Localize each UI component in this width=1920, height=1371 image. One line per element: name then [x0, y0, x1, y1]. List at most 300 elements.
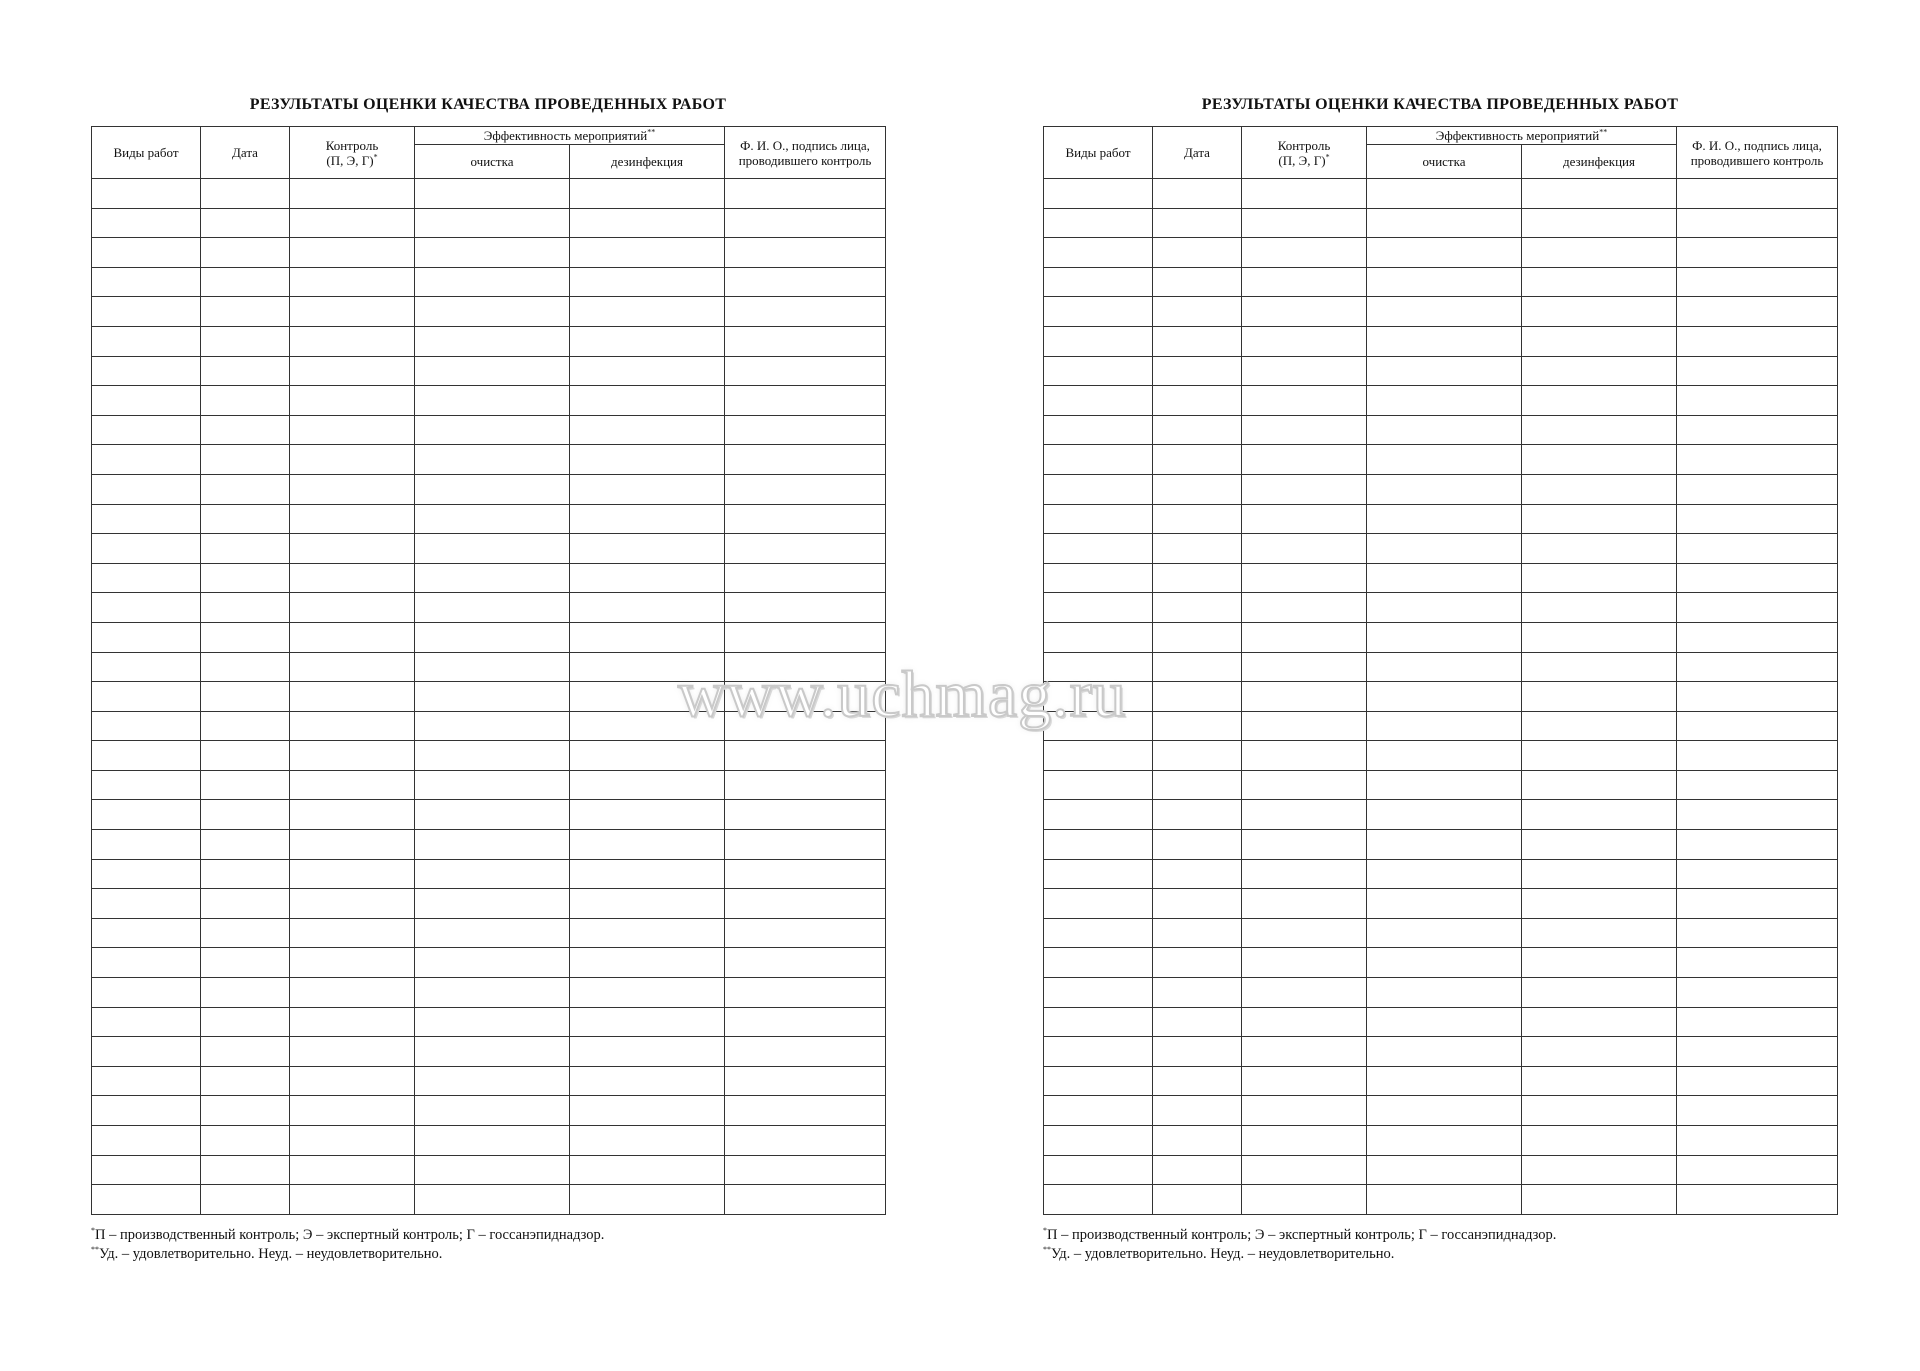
table-cell	[415, 652, 570, 682]
table-cell	[290, 208, 415, 238]
table-row	[92, 179, 886, 209]
table-cell	[92, 1155, 201, 1185]
table-cell	[1044, 238, 1153, 268]
table-cell	[201, 918, 290, 948]
table-cell	[725, 652, 886, 682]
table-row	[1044, 1126, 1838, 1156]
table-cell	[1242, 1037, 1367, 1067]
table-cell	[92, 859, 201, 889]
table-cell	[290, 238, 415, 268]
table-cell	[290, 652, 415, 682]
table-cell	[570, 179, 725, 209]
table-cell	[415, 445, 570, 475]
table-cell	[725, 593, 886, 623]
table-row	[92, 504, 886, 534]
table-cell	[1044, 830, 1153, 860]
table-cell	[1153, 622, 1242, 652]
table-cell	[415, 830, 570, 860]
table-cell	[290, 326, 415, 356]
table-cell	[1153, 356, 1242, 386]
table-cell	[415, 208, 570, 238]
table-cell	[1522, 711, 1677, 741]
table-row	[92, 474, 886, 504]
header-control: Контроль (П, Э, Г)*	[1242, 127, 1367, 179]
table-cell	[415, 682, 570, 712]
table-cell	[1367, 179, 1522, 209]
table-cell	[1044, 179, 1153, 209]
table-cell	[290, 1126, 415, 1156]
table-cell	[201, 445, 290, 475]
table-cell	[290, 770, 415, 800]
table-cell	[1522, 208, 1677, 238]
table-cell	[725, 386, 886, 416]
table-cell	[201, 297, 290, 327]
table-cell	[1044, 386, 1153, 416]
table-cell	[1367, 445, 1522, 475]
table-cell	[201, 741, 290, 771]
table-cell	[1242, 179, 1367, 209]
table-row	[1044, 1007, 1838, 1037]
table-row	[92, 711, 886, 741]
table-cell	[415, 415, 570, 445]
table-cell	[1367, 356, 1522, 386]
table-cell	[1242, 563, 1367, 593]
table-cell	[92, 1066, 201, 1096]
table-row	[92, 1155, 886, 1185]
table-row	[1044, 238, 1838, 268]
table-cell	[415, 1126, 570, 1156]
footnotes	[91, 1226, 604, 1264]
table-cell	[1044, 859, 1153, 889]
table-cell	[1367, 208, 1522, 238]
table-row	[92, 682, 886, 712]
table-cell	[725, 208, 886, 238]
table-cell	[1044, 208, 1153, 238]
table-cell	[1522, 918, 1677, 948]
footnotes	[1043, 1226, 1556, 1264]
table-cell	[725, 682, 886, 712]
table-cell	[725, 179, 886, 209]
table-cell	[201, 1126, 290, 1156]
table-cell	[1044, 1185, 1153, 1215]
table-cell	[1677, 356, 1838, 386]
table-cell	[570, 622, 725, 652]
table-cell	[1677, 889, 1838, 919]
table-cell	[1367, 918, 1522, 948]
table-cell	[1242, 1096, 1367, 1126]
table-cell	[1153, 741, 1242, 771]
table-cell	[1367, 474, 1522, 504]
table-cell	[415, 386, 570, 416]
header-work-types: Виды работ	[1044, 127, 1153, 179]
footnote-control: *П – производственный контроль; Э – экспертный контроль; Г – госсанэпиднадзор.	[91, 1226, 605, 1243]
table-cell	[92, 830, 201, 860]
table-cell	[1677, 563, 1838, 593]
table-row	[92, 445, 886, 475]
table-cell	[201, 1185, 290, 1215]
table-cell	[725, 800, 886, 830]
table-cell	[570, 1096, 725, 1126]
table-row	[92, 534, 886, 564]
table-cell	[1367, 1007, 1522, 1037]
table-row	[1044, 534, 1838, 564]
table-cell	[1522, 474, 1677, 504]
table-cell	[201, 504, 290, 534]
table-cell	[1522, 326, 1677, 356]
table-cell	[290, 415, 415, 445]
table-cell	[1522, 770, 1677, 800]
table-cell	[1367, 682, 1522, 712]
table-cell	[92, 1037, 201, 1067]
table-body	[1044, 179, 1838, 1215]
table-cell	[201, 859, 290, 889]
table-cell	[1522, 889, 1677, 919]
table-row	[1044, 504, 1838, 534]
table-cell	[1044, 918, 1153, 948]
table-cell	[1522, 1126, 1677, 1156]
table-cell	[1522, 563, 1677, 593]
table-cell	[201, 830, 290, 860]
table-cell	[1522, 741, 1677, 771]
table-cell	[1044, 1155, 1153, 1185]
table-cell	[1367, 563, 1522, 593]
table-cell	[570, 208, 725, 238]
table-cell	[1677, 652, 1838, 682]
table-cell	[570, 711, 725, 741]
table-cell	[201, 415, 290, 445]
table-cell	[1044, 326, 1153, 356]
table-cell	[570, 267, 725, 297]
table-cell	[1367, 830, 1522, 860]
table-cell	[1242, 504, 1367, 534]
table-cell	[415, 1066, 570, 1096]
table-cell	[1522, 238, 1677, 268]
table-cell	[92, 770, 201, 800]
table-cell	[570, 534, 725, 564]
table-cell	[725, 859, 886, 889]
table-cell	[1367, 1066, 1522, 1096]
table-cell	[1522, 622, 1677, 652]
table-cell	[1153, 297, 1242, 327]
table-cell	[725, 563, 886, 593]
table-cell	[570, 1155, 725, 1185]
table-cell	[1367, 415, 1522, 445]
table-cell	[1044, 474, 1153, 504]
table-row	[92, 267, 886, 297]
table-cell	[1153, 1155, 1242, 1185]
footnote-efficiency: **Уд. – удовлетворительно. Неуд. – неудовлетворительно.	[1043, 1245, 1395, 1262]
table-cell	[1677, 593, 1838, 623]
table-cell	[1242, 1185, 1367, 1215]
table-cell	[1242, 1155, 1367, 1185]
table-cell	[1044, 1066, 1153, 1096]
table-cell	[92, 1096, 201, 1126]
table-cell	[290, 711, 415, 741]
table-cell	[415, 593, 570, 623]
table-cell	[92, 1126, 201, 1156]
table-cell	[1153, 889, 1242, 919]
table-cell	[1677, 1007, 1838, 1037]
table-cell	[1242, 918, 1367, 948]
table-cell	[92, 386, 201, 416]
table-cell	[1242, 711, 1367, 741]
table-cell	[290, 474, 415, 504]
table-cell	[1242, 889, 1367, 919]
table-cell	[1242, 297, 1367, 327]
table-cell	[1044, 978, 1153, 1008]
table-cell	[570, 770, 725, 800]
table-cell	[1522, 1185, 1677, 1215]
table-cell	[415, 622, 570, 652]
table-cell	[92, 622, 201, 652]
table-cell	[201, 563, 290, 593]
table-cell	[1044, 948, 1153, 978]
table-cell	[1677, 1037, 1838, 1067]
table-cell	[92, 1007, 201, 1037]
table-cell	[570, 474, 725, 504]
table-row	[92, 1066, 886, 1096]
table-cell	[1522, 1007, 1677, 1037]
table-cell	[1242, 800, 1367, 830]
table-cell	[1677, 978, 1838, 1008]
table-cell	[1242, 741, 1367, 771]
table-cell	[1677, 1155, 1838, 1185]
table-cell	[1242, 1126, 1367, 1156]
table-cell	[1153, 1185, 1242, 1215]
table-cell	[570, 1126, 725, 1156]
table-cell	[201, 208, 290, 238]
table-cell	[1153, 978, 1242, 1008]
table-row	[92, 622, 886, 652]
table-cell	[415, 563, 570, 593]
table-cell	[201, 326, 290, 356]
table-cell	[415, 326, 570, 356]
table-row	[92, 889, 886, 919]
footnote-control: *П – производственный контроль; Э – экспертный контроль; Г – госсанэпиднадзор.	[1043, 1226, 1557, 1243]
table-cell	[570, 356, 725, 386]
table-cell	[415, 1037, 570, 1067]
table-cell	[725, 267, 886, 297]
table-cell	[1044, 1037, 1153, 1067]
table-cell	[92, 652, 201, 682]
table-cell	[1153, 415, 1242, 445]
table-row	[1044, 563, 1838, 593]
table-cell	[725, 238, 886, 268]
table-cell	[1242, 1066, 1367, 1096]
table-cell	[290, 356, 415, 386]
table-cell	[1677, 770, 1838, 800]
page-title: РЕЗУЛЬТАТЫ ОЦЕНКИ КАЧЕСТВА ПРОВЕДЕННЫХ РАБОТ	[249, 96, 727, 113]
table-cell	[725, 534, 886, 564]
table-cell	[290, 622, 415, 652]
table-cell	[1153, 1126, 1242, 1156]
table-cell	[1044, 711, 1153, 741]
table-cell	[570, 1066, 725, 1096]
table-cell	[1522, 948, 1677, 978]
table-cell	[570, 563, 725, 593]
table-cell	[1522, 1037, 1677, 1067]
table-cell	[1677, 326, 1838, 356]
table-cell	[201, 978, 290, 1008]
table-cell	[92, 445, 201, 475]
table-cell	[570, 386, 725, 416]
table-cell	[290, 1037, 415, 1067]
table-cell	[1242, 859, 1367, 889]
table-cell	[1044, 652, 1153, 682]
table-cell	[1153, 593, 1242, 623]
table-row	[1044, 682, 1838, 712]
table-cell	[92, 534, 201, 564]
table-row	[1044, 1185, 1838, 1215]
table-row	[1044, 445, 1838, 475]
table-row	[1044, 179, 1838, 209]
table-cell	[1044, 1126, 1153, 1156]
table-row	[1044, 889, 1838, 919]
table-cell	[1677, 208, 1838, 238]
header-signature: Ф. И. О., подпись лица, проводившего контроль	[725, 127, 886, 179]
table-cell	[725, 1066, 886, 1096]
table-cell	[1677, 622, 1838, 652]
table-row	[92, 297, 886, 327]
watermark: www.uchmag.ru	[678, 658, 1127, 731]
table-cell	[1367, 770, 1522, 800]
table-cell	[201, 238, 290, 268]
table-cell	[92, 504, 201, 534]
table-cell	[1677, 297, 1838, 327]
table-row	[92, 386, 886, 416]
table-cell	[1367, 238, 1522, 268]
table-cell	[725, 889, 886, 919]
table-cell	[201, 770, 290, 800]
table-cell	[1677, 179, 1838, 209]
table-cell	[1153, 770, 1242, 800]
table-cell	[1677, 918, 1838, 948]
table-cell	[1153, 1007, 1242, 1037]
table-cell	[1242, 770, 1367, 800]
results-table	[91, 126, 886, 1215]
table-cell	[201, 889, 290, 919]
table-cell	[290, 830, 415, 860]
table-cell	[1153, 652, 1242, 682]
table-cell	[1153, 326, 1242, 356]
table-cell	[570, 238, 725, 268]
table-cell	[1367, 267, 1522, 297]
table-cell	[570, 652, 725, 682]
table-row	[1044, 208, 1838, 238]
table-cell	[1242, 415, 1367, 445]
footnote-efficiency: **Уд. – удовлетворительно. Неуд. – неудовлетворительно.	[91, 1245, 443, 1262]
table-cell	[1677, 1096, 1838, 1126]
table-row	[1044, 326, 1838, 356]
table-cell	[1153, 386, 1242, 416]
table-cell	[1677, 1066, 1838, 1096]
table-cell	[1367, 1185, 1522, 1215]
table-cell	[201, 356, 290, 386]
table-cell	[1242, 622, 1367, 652]
header-date: Дата	[201, 127, 290, 179]
header-efficiency: Эффективность мероприятий**	[1367, 127, 1677, 145]
table-cell	[1522, 356, 1677, 386]
table-cell	[1367, 386, 1522, 416]
table-cell	[290, 800, 415, 830]
table-row	[1044, 1066, 1838, 1096]
table-row	[1044, 1096, 1838, 1126]
table-cell	[570, 800, 725, 830]
table-cell	[1044, 267, 1153, 297]
table-cell	[92, 474, 201, 504]
table-cell	[1367, 741, 1522, 771]
table-cell	[1367, 1037, 1522, 1067]
table-cell	[725, 1007, 886, 1037]
table-cell	[415, 1185, 570, 1215]
table-cell	[92, 415, 201, 445]
table-cell	[415, 474, 570, 504]
table-cell	[290, 1007, 415, 1037]
table-cell	[1677, 800, 1838, 830]
table-cell	[1522, 978, 1677, 1008]
table-cell	[1367, 859, 1522, 889]
table-cell	[1242, 267, 1367, 297]
header-disinfection: дезинфекция	[1522, 145, 1677, 179]
table-cell	[290, 859, 415, 889]
table-cell	[570, 326, 725, 356]
table-row	[92, 238, 886, 268]
table-cell	[1044, 563, 1153, 593]
table-row	[1044, 474, 1838, 504]
table-cell	[1522, 830, 1677, 860]
table-cell	[1677, 445, 1838, 475]
table-row	[1044, 1037, 1838, 1067]
table-cell	[415, 238, 570, 268]
table-cell	[1367, 948, 1522, 978]
table-row	[92, 948, 886, 978]
table-cell	[1677, 238, 1838, 268]
table-cell	[201, 711, 290, 741]
table-cell	[1367, 297, 1522, 327]
table-cell	[290, 534, 415, 564]
table-cell	[725, 356, 886, 386]
table-cell	[1677, 534, 1838, 564]
table-cell	[92, 711, 201, 741]
table-cell	[92, 1185, 201, 1215]
table-cell	[1367, 504, 1522, 534]
table-cell	[201, 1066, 290, 1096]
table-cell	[1242, 238, 1367, 268]
table-row	[92, 918, 886, 948]
table-cell	[92, 208, 201, 238]
table-cell	[1153, 948, 1242, 978]
table-cell	[201, 1007, 290, 1037]
table-cell	[1044, 770, 1153, 800]
table-cell	[201, 622, 290, 652]
table-cell	[570, 918, 725, 948]
table-cell	[1677, 1185, 1838, 1215]
header-cleaning: очистка	[1367, 145, 1522, 179]
header-disinfection: дезинфекция	[570, 145, 725, 179]
table-cell	[1242, 474, 1367, 504]
table-cell	[570, 504, 725, 534]
table-cell	[1522, 1066, 1677, 1096]
table-cell	[1522, 1155, 1677, 1185]
table-cell	[1044, 741, 1153, 771]
table-cell	[1044, 534, 1153, 564]
table-cell	[1153, 711, 1242, 741]
table-cell	[92, 238, 201, 268]
table-cell	[570, 889, 725, 919]
table-cell	[570, 415, 725, 445]
table-cell	[1153, 179, 1242, 209]
results-table	[1043, 126, 1838, 1215]
